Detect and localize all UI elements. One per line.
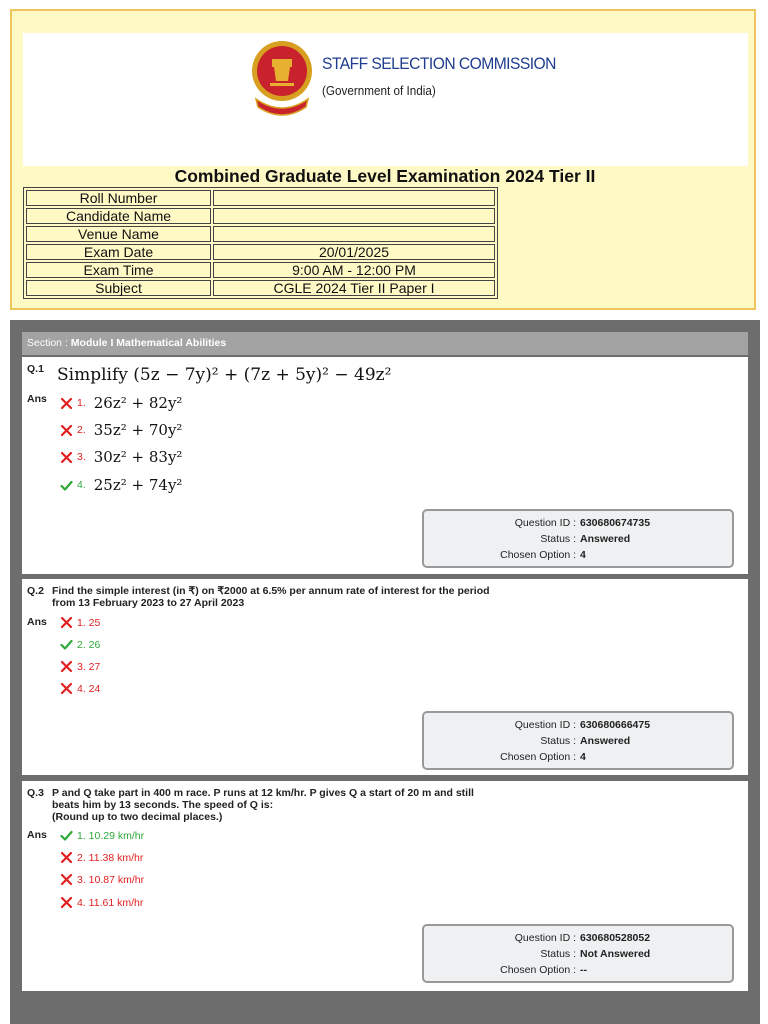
info-label: Exam Time	[26, 262, 211, 278]
question-number: Q.3	[27, 787, 44, 799]
info-row	[26, 262, 495, 278]
info-value: CGLE 2024 Tier II Paper I	[213, 280, 495, 296]
org-subtitle: (Government of India)	[322, 83, 436, 98]
option-text: 1. 25	[77, 616, 101, 629]
check-icon	[60, 638, 73, 651]
question-card-3	[22, 781, 748, 991]
status-label: Status :	[540, 533, 576, 545]
status-value: Answered	[580, 735, 631, 747]
option-text: 35z² + 70y²	[93, 421, 183, 439]
question-card-1	[22, 357, 748, 574]
status-value: Answered	[580, 533, 631, 545]
info-row	[26, 226, 495, 242]
question-number: Q.1	[27, 363, 44, 375]
question-number: Q.2	[27, 585, 44, 597]
info-row	[26, 208, 495, 224]
option-3	[60, 660, 100, 673]
cross-icon	[60, 451, 73, 464]
info-label: Candidate Name	[26, 208, 211, 224]
info-row	[26, 244, 495, 260]
ans-label: Ans	[27, 616, 47, 628]
option-number: 1.	[77, 397, 86, 409]
option-text: 4. 24	[77, 682, 101, 695]
question-id-value: 630680528052	[580, 932, 651, 944]
option-number: 2.	[77, 424, 86, 436]
chosen-option-label: Chosen Option :	[500, 751, 576, 763]
question-id-value: 630680674735	[580, 517, 651, 529]
org-name: STAFF SELECTION COMMISSION	[322, 54, 556, 73]
chosen-option-value: 4	[580, 549, 586, 561]
ssc-emblem-logo	[250, 33, 314, 125]
option-text: 3. 10.87 km/hr	[77, 873, 145, 886]
section-bar	[22, 332, 748, 355]
question-id-label: Question ID :	[514, 719, 576, 731]
info-label: Venue Name	[26, 226, 211, 242]
option-1	[60, 829, 144, 842]
question-status-box	[422, 924, 734, 983]
response-sheet-panel	[10, 320, 760, 1024]
question-status-box	[422, 711, 734, 770]
status-value: Not Answered	[580, 948, 651, 960]
chosen-option-label: Chosen Option :	[500, 549, 576, 561]
chosen-option-label: Chosen Option :	[500, 964, 576, 976]
question-id-label: Question ID :	[514, 517, 576, 529]
option-number: 3.	[77, 451, 86, 463]
question-text-line2: beats him by 13 seconds. The speed of Q is:	[52, 799, 274, 811]
info-row	[26, 280, 495, 296]
cross-icon	[60, 873, 73, 886]
option-3	[60, 873, 144, 886]
option-number: 4.	[77, 479, 86, 491]
info-label: Subject	[26, 280, 211, 296]
info-value	[213, 190, 495, 206]
option-1	[60, 394, 182, 412]
question-id-label: Question ID :	[514, 932, 576, 944]
option-text: 30z² + 83y²	[93, 448, 183, 466]
option-1	[60, 616, 100, 629]
info-value	[213, 208, 495, 224]
cross-icon	[60, 397, 73, 410]
option-3	[60, 448, 182, 466]
question-card-2	[22, 579, 748, 775]
cross-icon	[60, 851, 73, 864]
option-2	[60, 638, 100, 651]
option-text: 1. 10.29 km/hr	[77, 829, 145, 842]
cross-icon	[60, 896, 73, 909]
question-text-line1: P and Q take part in 400 m race. P runs at 12 km/hr. P gives Q a start of 20 m and still	[52, 787, 474, 799]
question-text-line3: (Round up to two decimal places.)	[52, 811, 223, 823]
option-text: 25z² + 74y²	[93, 476, 183, 494]
option-4	[60, 896, 143, 909]
question-text-line2: from 13 February 2023 to 27 April 2023	[52, 597, 245, 609]
option-2	[60, 851, 143, 864]
info-value: 9:00 AM - 12:00 PM	[213, 262, 495, 278]
option-text: 26z² + 82y²	[93, 394, 183, 412]
cross-icon	[60, 682, 73, 695]
check-icon	[60, 829, 73, 842]
check-icon	[60, 479, 73, 492]
question-status-box	[422, 509, 734, 568]
option-2	[60, 421, 182, 439]
option-text: 3. 27	[77, 660, 101, 673]
info-label: Exam Date	[26, 244, 211, 260]
status-label: Status :	[540, 948, 576, 960]
chosen-option-value: 4	[580, 751, 586, 763]
candidate-info-table	[23, 187, 498, 299]
cross-icon	[60, 424, 73, 437]
cross-icon	[60, 660, 73, 673]
status-label: Status :	[540, 735, 576, 747]
ans-label: Ans	[27, 829, 47, 841]
info-row	[26, 190, 495, 206]
question-text-line1: Find the simple interest (in ₹) on ₹2000 at 6.5% per annum rate of interest for the period	[52, 585, 490, 597]
exam-header	[10, 9, 756, 310]
exam-title: Combined Graduate Level Examination 2024 Tier II	[174, 166, 596, 186]
cross-icon	[60, 616, 73, 629]
info-value: 20/01/2025	[213, 244, 495, 260]
info-label: Roll Number	[26, 190, 211, 206]
chosen-option-value: --	[580, 964, 587, 976]
option-text: 2. 26	[77, 638, 101, 651]
section-prefix: Section :	[27, 337, 71, 349]
question-id-value: 630680666475	[580, 719, 651, 731]
option-text: 2. 11.38 km/hr	[77, 851, 144, 864]
option-4	[60, 476, 182, 494]
logo-band	[23, 33, 748, 166]
section-name: Module I Mathematical Abilities	[70, 337, 227, 349]
ans-label: Ans	[27, 393, 47, 405]
info-value	[213, 226, 495, 242]
option-text: 4. 11.61 km/hr	[77, 896, 144, 909]
option-4	[60, 682, 100, 695]
question-text: Simplify (5z − 7y)² + (7z + 5y)² − 49z²	[57, 365, 392, 385]
